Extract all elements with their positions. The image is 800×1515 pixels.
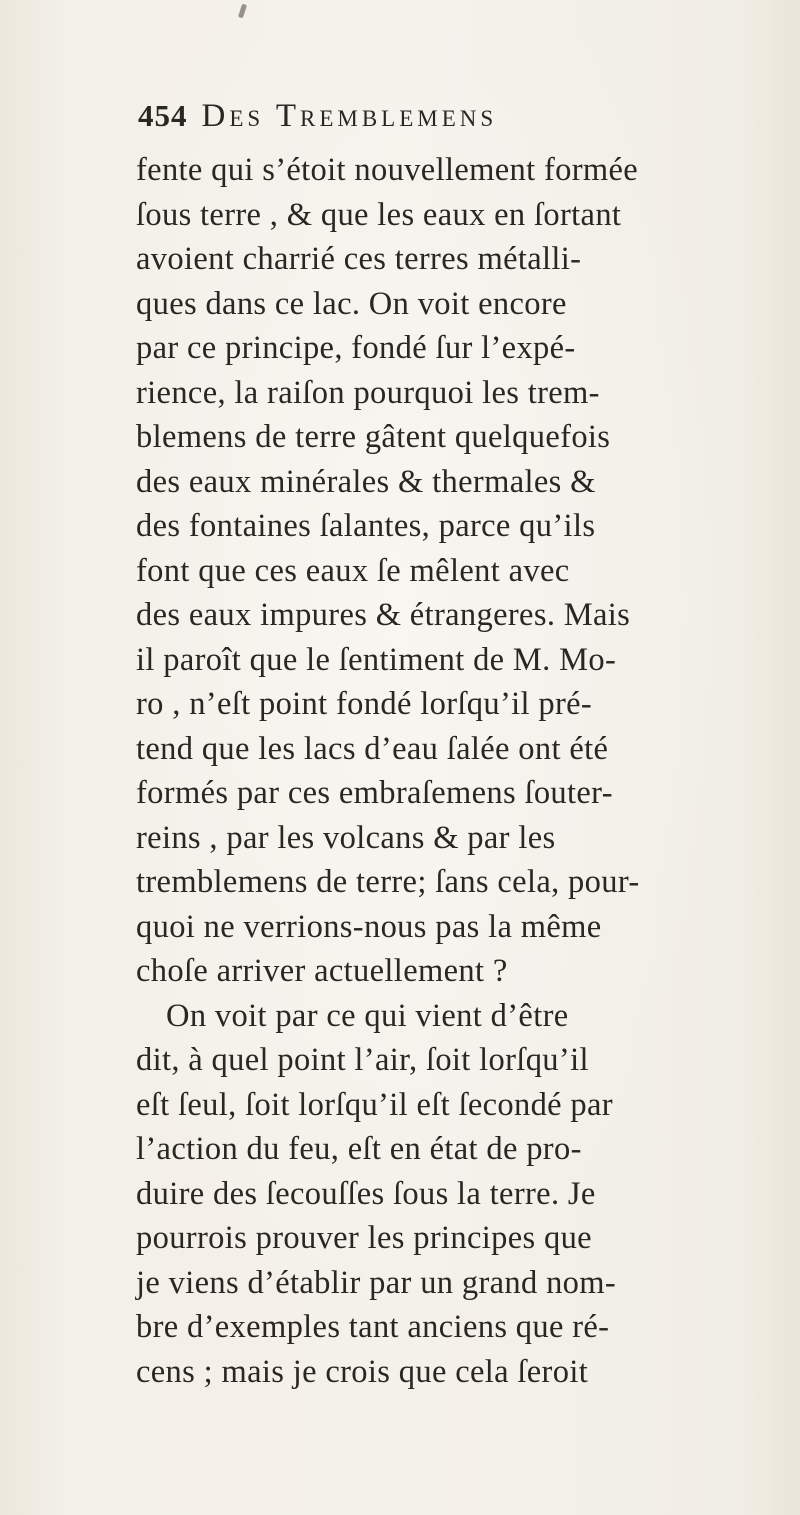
text-line: dit, à quel point l’air, ſoit lorſqu’il	[136, 1042, 589, 1078]
text-line: ſous terre , & que les eaux en ſortant	[136, 196, 622, 233]
text-line: des eaux minérales & thermales &	[136, 463, 596, 500]
text-line: formés par ces embraſemens ſouter-	[136, 775, 613, 811]
body-text	[136, 148, 800, 1394]
text-line: cens ; mais je crois que cela ſeroit	[136, 1353, 589, 1390]
text-line: ro , n’eſt point fondé lorſqu’il pré-	[136, 686, 593, 722]
text-line: reins , par les volcans & par les	[136, 819, 556, 856]
text-line: tremblemens de terre; ſans cela, pour-	[136, 864, 640, 900]
text-line: il paroît que le ſentiment de M. Mo-	[136, 641, 617, 678]
text-line: par ce principe, fondé ſur l’expé-	[136, 330, 576, 366]
ink-speck	[238, 4, 247, 19]
page-header	[138, 98, 778, 148]
text-line: l’action du feu, eſt en état de pro-	[136, 1131, 582, 1167]
text-line: duire des ſecouſſes ſous la terre. Je	[136, 1175, 596, 1212]
text-line: quoi ne verrions-nous pas la même	[136, 908, 602, 945]
text-line: rience, la raiſon pourquoi les trem-	[136, 374, 600, 411]
text-line: je viens d’établir par un grand nom-	[136, 1264, 617, 1301]
text-line: pourrois prouver les principes que	[136, 1220, 592, 1256]
text-line: des fontaines ſalantes, parce qu’ils	[136, 508, 596, 544]
text-line: avoient charrié ces terres métalli-	[136, 241, 582, 277]
page-number: 454	[138, 98, 188, 133]
text-line: eſt ſeul, ſoit lorſqu’il eſt ſecondé par	[136, 1086, 613, 1123]
text-line: blemens de terre gâtent quelquefois	[136, 419, 611, 455]
text-line: ques dans ce lac. On voit encore	[136, 285, 567, 322]
running-title: Des Tremblemens	[201, 98, 498, 134]
text-line: tend que les lacs d’eau ſalée ont été	[136, 730, 609, 767]
text-line: font que ces eaux ſe mêlent avec	[136, 552, 570, 589]
paragraph-start-line: On voit par ce qui vient d’être	[166, 997, 569, 1034]
text-line: choſe arriver actuellement ?	[136, 953, 508, 989]
text-line: fente qui s’étoit nouvellement formée	[136, 152, 639, 188]
text-line: des eaux impures & étrangeres. Mais	[136, 597, 631, 633]
text-line: bre d’exemples tant anciens que ré-	[136, 1309, 610, 1345]
